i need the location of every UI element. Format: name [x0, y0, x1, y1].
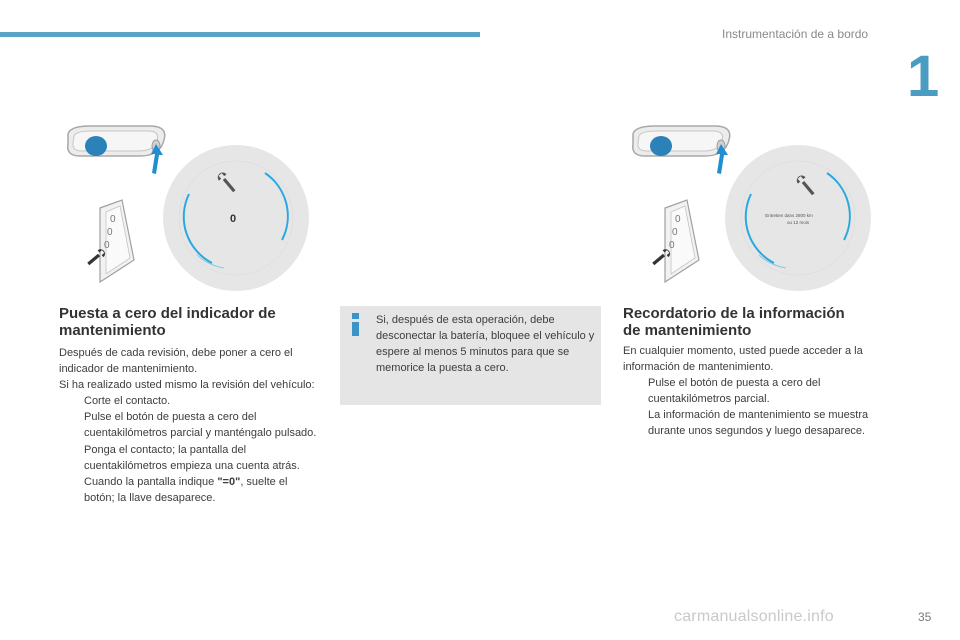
page-number: 35	[918, 610, 932, 624]
recall-section-title	[623, 305, 893, 339]
reset-button-panel	[665, 200, 699, 282]
display-message-line1: Entretien dans 2800 km	[765, 213, 813, 218]
section-header-title: Instrumentación de a bordo	[722, 27, 869, 41]
info-text: Si, después de esta operación, debe desconectar la batería, bloquee el vehículo y espere al menos 5 minutos para que se memorice la puesta a cero.	[376, 314, 595, 375]
title-line: Recordatorio de la información	[623, 305, 845, 322]
dial-mark: 0	[672, 227, 678, 238]
gauge-display	[725, 145, 871, 291]
bullet-text: Pulse el botón de puesta a cero del cuentakilómetros parcial y manténgalo pulsado.	[84, 411, 317, 440]
paragraph: Después de cada revisión, debe poner a cero el indicador de mantenimiento.	[59, 347, 293, 376]
dial-mark: 0	[110, 214, 116, 225]
bullet-text: Ponga el contacto; la pantalla del cuentakilómetros empieza una cuenta atrás.	[84, 443, 300, 472]
bullet-text: Pulse el botón de puesta a cero del cuentakilómetros parcial.	[648, 377, 821, 406]
bullet-item	[59, 442, 317, 474]
bullet-text-post: , suelte el botón; la llave desaparece.	[84, 475, 288, 504]
dial-mark: 0	[669, 240, 675, 251]
dial-mark: 0	[107, 227, 113, 238]
bullet-followup	[623, 407, 885, 439]
bullet-text-pre: Cuando la pantalla indique	[84, 475, 218, 488]
title-line: Puesta a cero del indicador de	[59, 305, 276, 322]
reset-button-panel	[100, 200, 134, 282]
bullet-item	[623, 375, 885, 407]
info-icon	[349, 313, 363, 335]
recall-illustration	[625, 122, 880, 297]
reset-section-body	[59, 345, 317, 506]
reset-section-title	[59, 305, 319, 339]
bullet-item	[59, 409, 317, 441]
counter-display-value: 0	[230, 213, 237, 225]
bullet-followup-text: La información de mantenimiento se muestra durante unos segundos y luego desaparece.	[648, 409, 869, 438]
header-accent-bar	[0, 32, 480, 37]
paragraph: Si ha realizado usted mismo la revisión del vehículo:	[59, 379, 315, 392]
odometer-stalk-image	[68, 126, 165, 156]
bullet-item	[59, 474, 317, 506]
chapter-number: 1	[907, 44, 940, 109]
title-line: de mantenimiento	[623, 322, 752, 339]
watermark: carmanualsonline.info	[674, 608, 834, 625]
recall-section-body	[623, 343, 885, 440]
bullet-text: Corte el contacto.	[84, 395, 171, 408]
bullet-text-bold: "=0"	[217, 475, 241, 488]
title-line: mantenimiento	[59, 322, 166, 339]
bullet-item	[59, 393, 317, 409]
dial-mark: 0	[675, 214, 681, 225]
info-box	[340, 306, 601, 405]
paragraph: En cualquier momento, usted puede acceder a la información de mantenimiento.	[623, 345, 863, 374]
display-message-line2: ou 12 mois	[786, 220, 810, 225]
reset-illustration	[60, 122, 315, 297]
odometer-stalk-image	[633, 126, 730, 156]
dial-mark: 0	[104, 240, 110, 251]
